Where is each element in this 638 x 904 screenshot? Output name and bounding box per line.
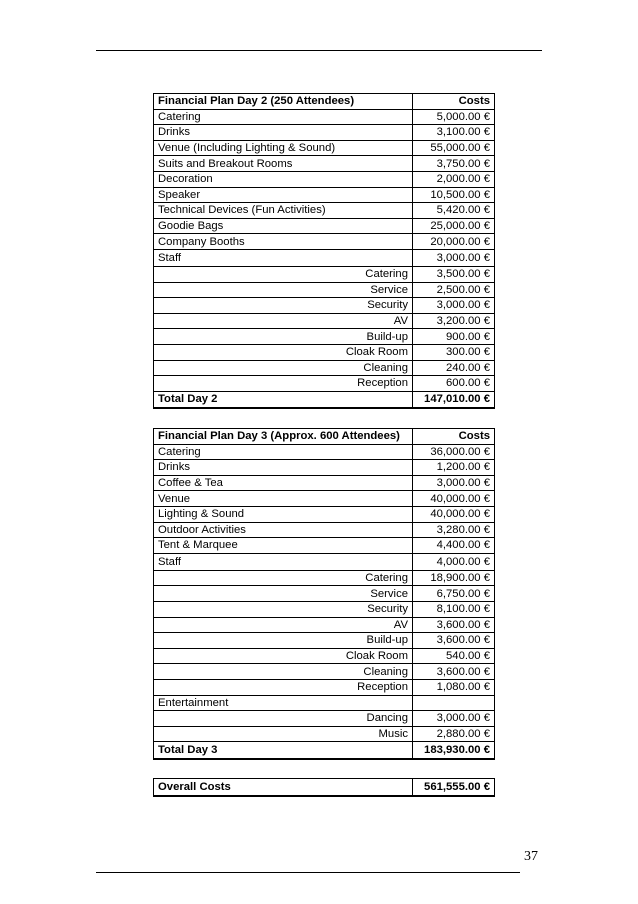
row-cost: 25,000.00 € [413, 218, 495, 234]
row-label: AV [154, 313, 413, 329]
row-cost: 900.00 € [413, 329, 495, 345]
page-number: 37 [524, 849, 538, 864]
row-cost: Costs [413, 94, 495, 110]
row-label: Outdoor Activities [154, 522, 413, 538]
row-label: Cleaning [154, 360, 413, 376]
cost-row [154, 140, 495, 156]
cost-row [154, 491, 495, 507]
cost-row [154, 522, 495, 538]
row-label: Coffee & Tea [154, 475, 413, 491]
total-row [154, 391, 495, 408]
cost-row [154, 249, 495, 266]
row-cost: 147,010.00 € [413, 391, 495, 408]
row-cost: 2,880.00 € [413, 726, 495, 742]
row-cost: 40,000.00 € [413, 491, 495, 507]
row-label: Dancing [154, 711, 413, 727]
row-label: Venue (Including Lighting & Sound) [154, 140, 413, 156]
cost-row [154, 538, 495, 554]
row-cost: 4,400.00 € [413, 538, 495, 554]
overall-costs-label: Overall Costs [154, 779, 413, 796]
row-cost: 5,420.00 € [413, 203, 495, 219]
row-label: Suits and Breakout Rooms [154, 156, 413, 172]
staff-subitem-row [154, 617, 495, 633]
row-label: Build-up [154, 329, 413, 345]
row-cost: 3,000.00 € [413, 298, 495, 314]
row-label: Build-up [154, 633, 413, 649]
row-cost: 10,500.00 € [413, 187, 495, 203]
cost-row [154, 234, 495, 250]
row-cost: 3,200.00 € [413, 313, 495, 329]
row-cost: 540.00 € [413, 648, 495, 664]
row-cost: 3,100.00 € [413, 125, 495, 141]
row-cost: 4,000.00 € [413, 553, 495, 570]
cost-row [154, 506, 495, 522]
staff-subitem-row [154, 570, 495, 586]
row-label: Speaker [154, 187, 413, 203]
staff-subitem-row [154, 601, 495, 617]
row-label: Venue [154, 491, 413, 507]
row-label: Cloak Room [154, 344, 413, 360]
row-label: Service [154, 586, 413, 602]
row-label: Service [154, 282, 413, 298]
table-header-row [154, 429, 495, 445]
cost-row [154, 125, 495, 141]
row-cost: Costs [413, 429, 495, 445]
row-label: Staff [154, 249, 413, 266]
cost-row [154, 444, 495, 460]
overall-costs-row [154, 779, 495, 796]
staff-subitem-row [154, 633, 495, 649]
row-cost: 3,280.00 € [413, 522, 495, 538]
overall-costs-table [153, 778, 495, 797]
row-label: Tent & Marquee [154, 538, 413, 554]
row-label: Total Day 3 [154, 742, 413, 759]
row-label: Company Booths [154, 234, 413, 250]
overall-costs-value: 561,555.00 € [413, 779, 495, 796]
row-label: Financial Plan Day 2 (250 Attendees) [154, 94, 413, 110]
row-cost: 2,000.00 € [413, 171, 495, 187]
cost-row [154, 203, 495, 219]
row-cost: 300.00 € [413, 344, 495, 360]
row-label: Security [154, 298, 413, 314]
staff-subitem-row [154, 313, 495, 329]
row-cost: 55,000.00 € [413, 140, 495, 156]
row-cost: 6,750.00 € [413, 586, 495, 602]
entertainment-subitem-row [154, 726, 495, 742]
row-label: Entertainment [154, 695, 413, 711]
row-label: Financial Plan Day 3 (Approx. 600 Attendees) [154, 429, 413, 445]
row-cost: 240.00 € [413, 360, 495, 376]
cost-row [154, 109, 495, 125]
cost-row [154, 156, 495, 172]
total-row [154, 742, 495, 759]
row-cost: 36,000.00 € [413, 444, 495, 460]
staff-subitem-row [154, 679, 495, 695]
row-label: Drinks [154, 460, 413, 476]
row-label: AV [154, 617, 413, 633]
financial-plan-day2-table [153, 93, 495, 409]
financial-plan-day3-table [153, 428, 495, 760]
entertainment-subitem-row [154, 711, 495, 727]
row-cost [413, 695, 495, 711]
row-label: Catering [154, 570, 413, 586]
row-cost: 1,080.00 € [413, 679, 495, 695]
row-cost: 600.00 € [413, 376, 495, 392]
staff-subitem-row [154, 329, 495, 345]
cost-row [154, 187, 495, 203]
row-cost: 3,750.00 € [413, 156, 495, 172]
entertainment-row [154, 695, 495, 711]
row-label: Cloak Room [154, 648, 413, 664]
row-label: Cleaning [154, 664, 413, 680]
cost-row [154, 171, 495, 187]
staff-subitem-row [154, 360, 495, 376]
row-cost: 8,100.00 € [413, 601, 495, 617]
table-header-row [154, 94, 495, 110]
staff-subitem-row [154, 266, 495, 282]
row-cost: 3,000.00 € [413, 475, 495, 491]
footer-rule [96, 872, 520, 873]
row-cost: 18,900.00 € [413, 570, 495, 586]
row-cost: 3,600.00 € [413, 617, 495, 633]
row-label: Technical Devices (Fun Activities) [154, 203, 413, 219]
row-cost: 5,000.00 € [413, 109, 495, 125]
row-label: Lighting & Sound [154, 506, 413, 522]
row-label: Drinks [154, 125, 413, 141]
cost-row [154, 475, 495, 491]
staff-subitem-row [154, 298, 495, 314]
row-cost: 183,930.00 € [413, 742, 495, 759]
cost-row [154, 218, 495, 234]
row-label: Total Day 2 [154, 391, 413, 408]
staff-subitem-row [154, 376, 495, 392]
row-cost: 3,600.00 € [413, 664, 495, 680]
staff-subitem-row [154, 664, 495, 680]
row-label: Music [154, 726, 413, 742]
row-label: Goodie Bags [154, 218, 413, 234]
row-label: Staff [154, 553, 413, 570]
row-label: Catering [154, 266, 413, 282]
row-cost: 20,000.00 € [413, 234, 495, 250]
staff-subitem-row [154, 282, 495, 298]
row-cost: 3,600.00 € [413, 633, 495, 649]
row-cost: 3,000.00 € [413, 249, 495, 266]
row-label: Security [154, 601, 413, 617]
cost-row [154, 460, 495, 476]
cost-row [154, 553, 495, 570]
row-label: Reception [154, 679, 413, 695]
row-label: Catering [154, 109, 413, 125]
staff-subitem-row [154, 344, 495, 360]
row-cost: 3,500.00 € [413, 266, 495, 282]
row-label: Catering [154, 444, 413, 460]
row-cost: 2,500.00 € [413, 282, 495, 298]
row-label: Reception [154, 376, 413, 392]
row-cost: 3,000.00 € [413, 711, 495, 727]
row-cost: 1,200.00 € [413, 460, 495, 476]
staff-subitem-row [154, 586, 495, 602]
header-rule [96, 50, 542, 51]
row-label: Decoration [154, 171, 413, 187]
staff-subitem-row [154, 648, 495, 664]
row-cost: 40,000.00 € [413, 506, 495, 522]
